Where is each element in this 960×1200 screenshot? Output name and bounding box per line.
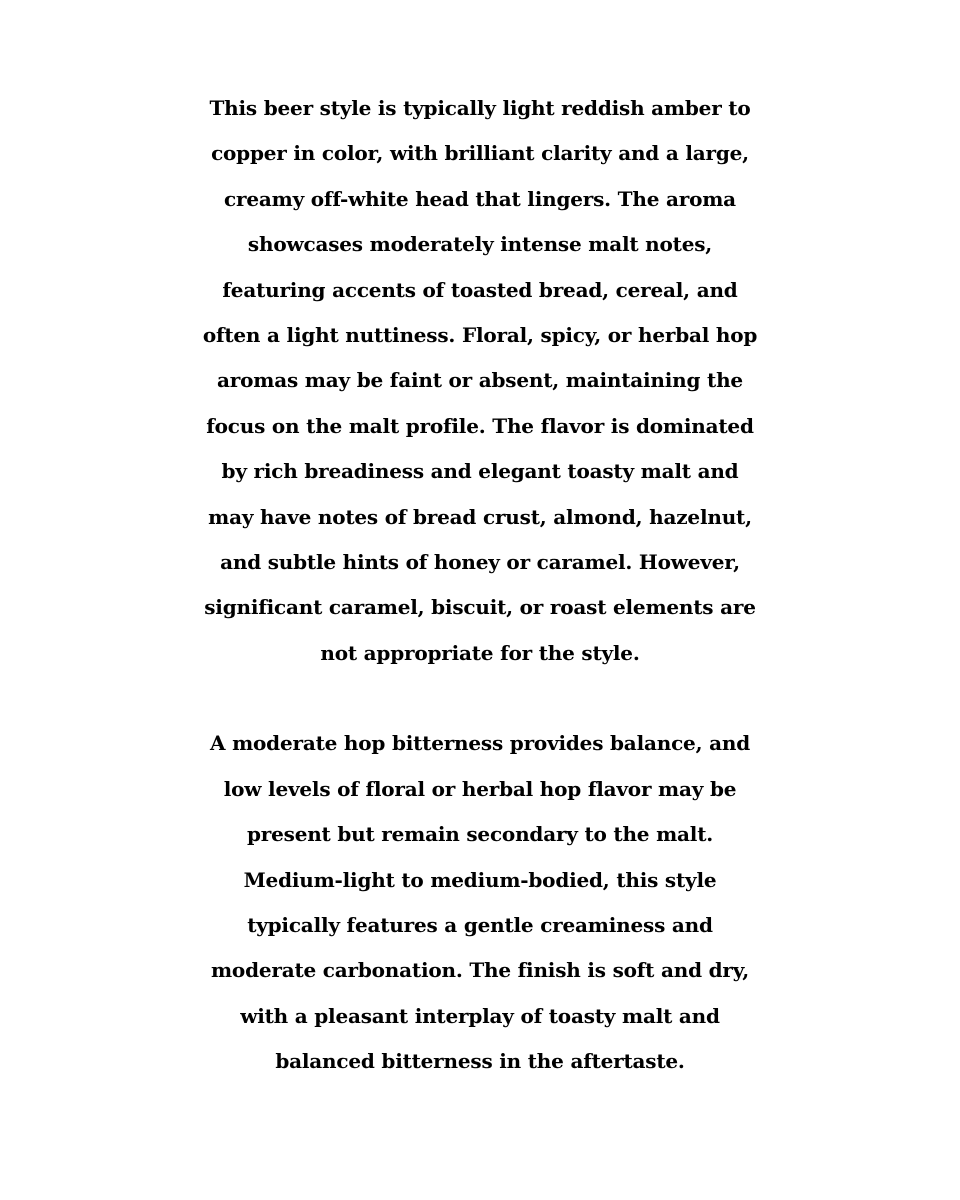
text-line: creamy off-white head that lingers. The aroma: [224, 186, 736, 211]
text-line: may have notes of bread crust, almond, hazelnut,: [208, 504, 752, 529]
text-line: typically features a gentle creaminess and: [247, 913, 713, 938]
text-line: aromas may be faint or absent, maintaining the: [217, 368, 743, 393]
paragraph-spacer: [0, 676, 960, 721]
text-line: showcases moderately intense malt notes,: [247, 232, 713, 257]
text-line: by rich breadiness and elegant toasty malt and: [221, 459, 739, 484]
text-line: present but remain secondary to the malt.: [246, 822, 714, 847]
paragraph-appearance-aroma-flavor: [0, 86, 960, 676]
paragraph-bitterness-body-finish: [0, 721, 960, 1084]
text-line: and subtle hints of honey or caramel. However,: [220, 549, 740, 574]
text-line: This beer style is typically light reddish amber to: [209, 96, 751, 120]
text-line: not appropriate for the style.: [320, 640, 640, 665]
text-line: significant caramel, biscuit, or roast elements are: [204, 595, 756, 620]
text-line: moderate carbonation. The finish is soft and dry,: [210, 958, 750, 983]
text-line: Medium-light to medium-bodied, this style: [243, 867, 717, 892]
text-line: with a pleasant interplay of toasty malt and: [240, 1003, 720, 1028]
document-body: [0, 86, 960, 1085]
text-line: focus on the malt profile. The flavor is dominated: [206, 413, 754, 438]
text-line: copper in color, with brilliant clarity and a large,: [211, 141, 749, 166]
text-line: featuring accents of toasted bread, cereal, and: [222, 277, 738, 302]
text-line: balanced bitterness in the aftertaste.: [275, 1049, 685, 1074]
text-line: low levels of floral or herbal hop flavor may be: [223, 776, 737, 801]
text-line: often a light nuttiness. Floral, spicy, or herbal hop: [202, 322, 758, 347]
text-line: A moderate hop bitterness provides balance, and: [210, 731, 750, 756]
